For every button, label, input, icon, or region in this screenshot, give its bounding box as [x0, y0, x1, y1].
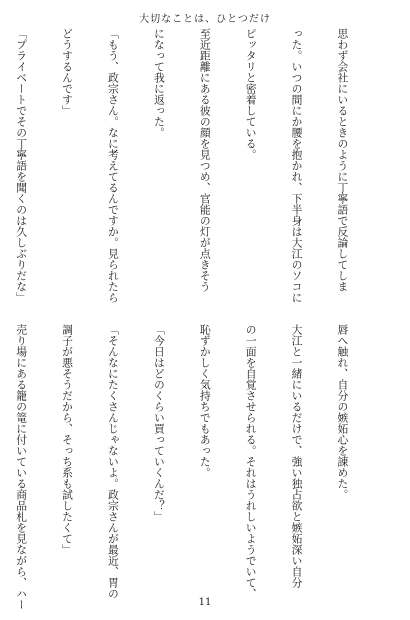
text-line: 「プライベートでその丁寧語を聞くのは久しぶりだな」	[15, 28, 29, 303]
text-line: った。いつの間にか腰を抱かれ、下半身は大江のソコに	[290, 28, 304, 303]
text-line: ピッタリと密着している。	[244, 28, 258, 160]
text-line: 売り場にある籠の篭に付いている商品札を見ながら、ハー	[15, 324, 29, 610]
text-line: 「今日はどのくらい買っていくんだ？」	[152, 324, 166, 522]
text-line: になって我に返った。	[152, 28, 166, 138]
text-line: 恥ずかしく気持ちでもあった。	[198, 324, 212, 478]
text-line: 至近距離にある彼の顔を見つめ、官能の灯が点きそう	[198, 28, 212, 292]
text-block-top	[15, 28, 381, 303]
page-number: 11	[198, 597, 212, 608]
text-line: 大江と一緒にいるだけで、強い独占欲と嫉妬深い自分	[290, 324, 304, 588]
running-header: 大切なことは、ひとつだけ	[139, 14, 271, 25]
text-line: 「もう、政宗さん。なに考えてるんですか。見られたら	[106, 28, 120, 303]
text-line: 思わず会社にいるときのように丁寧語で反論してしま	[336, 28, 350, 292]
text-line: 唇へ触れ、自分の嫉妬心を諌めた。	[336, 324, 350, 500]
text-line: どうするんです」	[61, 28, 75, 116]
text-line: の一面を自覚させられる。それはうれしいようでいて、	[244, 324, 258, 599]
text-line: 調子が悪そうだから、そっち系も試したくて」	[61, 324, 75, 555]
text-line: 「そんなにたくさんじゃないよ。政宗さんが最近、胃の	[106, 324, 120, 599]
